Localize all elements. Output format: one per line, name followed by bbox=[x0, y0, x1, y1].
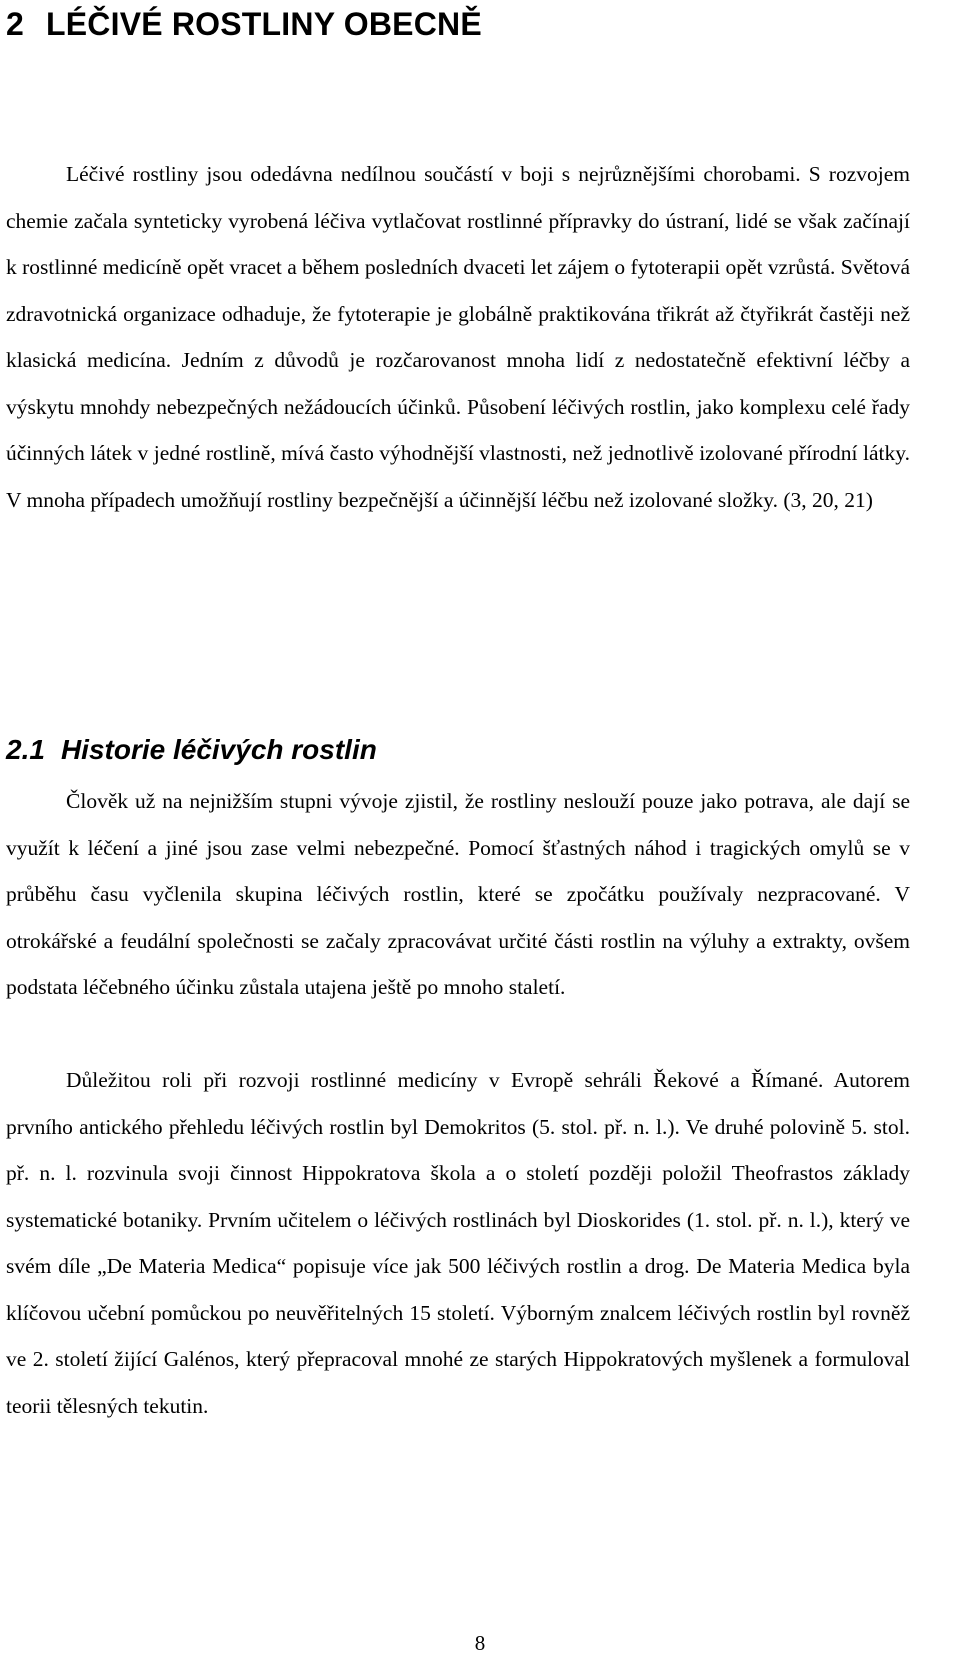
section-title: Historie léčivých rostlin bbox=[60, 734, 377, 765]
section-number: 2.1 bbox=[6, 734, 45, 765]
chapter-title: LÉČIVÉ ROSTLINY OBECNĚ bbox=[46, 6, 482, 42]
intro-paragraph: Léčivé rostliny jsou odedávna nedílnou součástí v boji s nejrůznějšími chorobami. S rozvojem chemie začala synteticky vyrobená léčiva vytlačovat rostlinné přípravky do ústraní, lidé se však začínají k rostlinné medicíně opět vracet a během posledních dvaceti let zájem o fytoterapii opět vzrůstá. Světová zdravotnická organizace odhaduje, že fytoterapie je globálně praktikována třikrát až čtyřikrát častěji než klasická medicína. Jedním z důvodů je rozčarovanost mnoha lidí z nedostatečně efektivní léčby a výskytu mnohdy nebezpečných nežádoucích účinků. Působení léčivých rostlin, jako komplexu celé řady účinných látek v jedné rostlině, mívá často výhodnější vlastnosti, než jednotlivě izolované přírodní látky. V mnoha případech umožňují rostliny bezpečnější a účinnější léčbu než izolované složky. (3, 20, 21) bbox=[6, 162, 910, 512]
section-heading bbox=[6, 732, 377, 768]
history-paragraph-2: Důležitou roli při rozvoji rostlinné medicíny v Evropě sehráli Řekové a Římané. Autorem prvního antického přehledu léčivých rostlin byl Demokritos (5. stol. př. n. l.). Ve druhé polovině 5. stol. př. n. l. rozvinula svoji činnost Hippokratova škola a o století později položil Theofrastos základy systematické botaniky. Prvním učitelem o léčivých rostlinách byl Dioskorides (1. stol. př. n. l.), který ve svém díle „De Materia Medica“ popisuje více jak 500 léčivých rostlin a drog. De Materia Medica byla klíčovou učební pomůckou po neuvěřitelných 15 století. Výborným znalcem léčivých rostlin byl rovněž ve 2. století žijící Galénos, který přepracoval mnohé ze starých Hippokratových myšlenek a formuloval teorii tělesných tekutin. bbox=[6, 1068, 910, 1418]
chapter-heading bbox=[6, 4, 482, 44]
history-paragraph-1: Člověk už na nejnižším stupni vývoje zjistil, že rostliny neslouží pouze jako potrava, ale dají se využít k léčení a jiné jsou zase velmi nebezpečné. Pomocí šťastných náhod i tragických omylů se v průběhu času vyčlenila skupina léčivých rostlin, které se zpočátku používaly nezpracované. V otrokářské a feudální společnosti se začaly zpracovávat určité části rostlin na výluhy a extrakty, ovšem podstata léčebného účinku zůstala utajena ještě po mnoho staletí. bbox=[6, 789, 910, 999]
chapter-number: 2 bbox=[6, 6, 24, 42]
page-number: 8 bbox=[474, 1631, 486, 1655]
